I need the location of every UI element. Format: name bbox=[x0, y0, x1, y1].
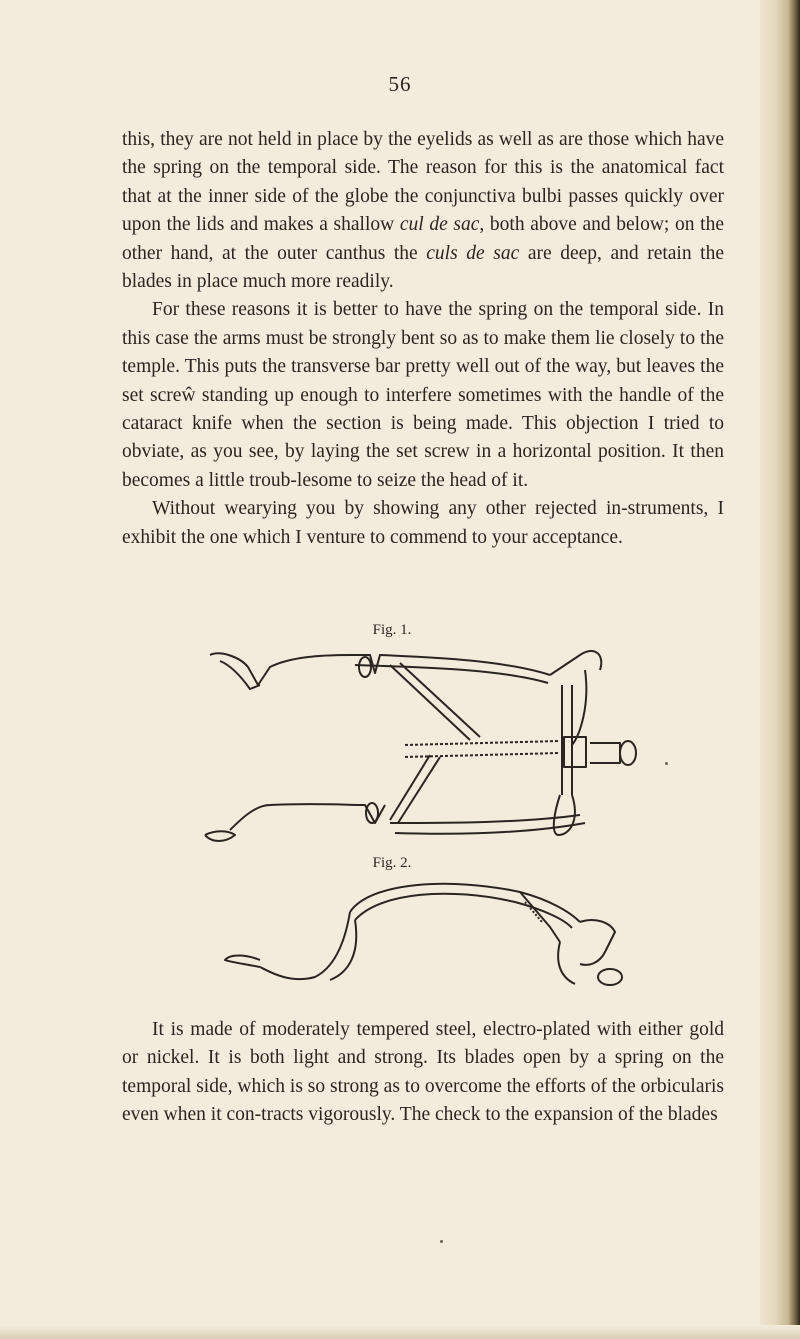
page-speck bbox=[440, 1240, 443, 1243]
paragraph-1-end: are deep, and retain the blades in place much more readily. bbox=[122, 242, 725, 293]
page-bottom-edge bbox=[0, 1325, 800, 1339]
paragraph-1-start: this, they are not held in place by the eyelids as well as are those which have the spring on the temporal side. The reason for this is the anatomical fact that at the inner side of the globe the conjunctiva bulbi passes quickly over upon the lids and makes a shallow bbox=[122, 129, 724, 236]
paragraph-4: It is made of moderately tempered steel, electro-plated with either gold or nickel. It is both light and strong. Its blades open by a spring on the temporal side, which is so strong as to overcome the efforts of the orbicularis even when it con-tracts vigorously. The check to the expansion of the blades bbox=[122, 1019, 724, 1126]
paragraph-3: Without wearying you by showing any other rejected in-struments, I exhibit the one which I venture to commend to your acceptance. bbox=[122, 498, 724, 548]
page-number: 56 bbox=[388, 72, 412, 96]
paragraph-1 bbox=[122, 126, 724, 296]
figure-2-caption: Fig. 2. bbox=[372, 855, 412, 871]
paragraph-2: For these reasons it is better to have the spring on the temporal side. In this case the arms must be strongly bent so as to make them lie closely to the temple. This puts the transverse bar pretty well out of the way, but leaves the set screŵ standing up enough to interfere sometimes with the handle of the cataract knife when the section is being made. This objection I tried to obviate, as you see, by laying the set screw in a horizontal position. It then becomes a little troub-lesome to seize the head of it. bbox=[122, 299, 724, 491]
page-edge-shadow bbox=[760, 0, 800, 1339]
figure-1-speck bbox=[665, 762, 668, 765]
text-block-top bbox=[122, 126, 724, 552]
figure-2-speculum-illustration bbox=[220, 872, 640, 992]
figure-1-caption: Fig. 1. bbox=[372, 622, 412, 638]
paragraph-1-term-culs-de-sac: culs de sac bbox=[426, 242, 520, 264]
paragraph-1-middle: , both above and below; on the other hand, at the outer canthus the bbox=[122, 214, 724, 264]
text-block-bottom bbox=[122, 1016, 724, 1130]
paragraph-1-term-cul-de-sac: cul de sac bbox=[399, 214, 480, 236]
figure-1-speculum-illustration bbox=[200, 645, 670, 850]
